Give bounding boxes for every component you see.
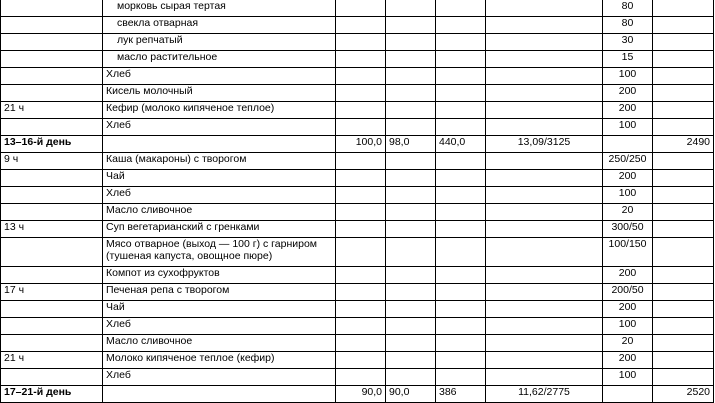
empty-cell	[486, 17, 603, 34]
empty-cell	[653, 119, 714, 136]
empty-cell	[436, 318, 486, 335]
portion-weight: 100	[603, 68, 653, 85]
empty-cell	[336, 187, 386, 204]
meal-row	[1, 34, 714, 51]
total-value: 2490	[653, 136, 714, 153]
empty-cell	[386, 51, 436, 68]
portion-weight: 20	[603, 204, 653, 221]
empty-cell	[386, 102, 436, 119]
empty-cell	[386, 301, 436, 318]
protein-value: 100,0	[336, 136, 386, 153]
meal-row	[1, 153, 714, 170]
meal-row	[1, 369, 714, 386]
empty-cell	[336, 153, 386, 170]
dish-name: Масло сливочное	[103, 335, 336, 352]
dish-name: Чай	[103, 170, 336, 187]
empty-cell	[386, 34, 436, 51]
empty-cell	[436, 369, 486, 386]
empty-cell	[653, 34, 714, 51]
empty-cell	[653, 0, 714, 17]
empty-cell	[386, 170, 436, 187]
empty-cell	[436, 267, 486, 284]
dish-name: Кисель молочный	[103, 85, 336, 102]
energy-value: 11,62/2775	[486, 386, 603, 403]
dish-name: лук репчатый	[103, 34, 336, 51]
empty-cell	[386, 221, 436, 238]
empty-cell	[486, 68, 603, 85]
meal-row	[1, 102, 714, 119]
empty-cell	[436, 204, 486, 221]
meal-time	[1, 170, 103, 187]
meal-time	[1, 335, 103, 352]
empty-cell	[653, 68, 714, 85]
empty-cell	[486, 170, 603, 187]
portion-weight: 200	[603, 267, 653, 284]
meal-row	[1, 335, 714, 352]
empty-cell	[653, 352, 714, 369]
meal-time: 9 ч	[1, 153, 103, 170]
empty-cell	[486, 335, 603, 352]
empty-cell	[436, 85, 486, 102]
empty-cell	[336, 0, 386, 17]
empty-cell	[436, 0, 486, 17]
meal-time	[1, 0, 103, 17]
empty-cell	[336, 119, 386, 136]
meal-row	[1, 17, 714, 34]
carbs-value: 386	[436, 386, 486, 403]
meal-time	[1, 34, 103, 51]
empty-cell	[386, 119, 436, 136]
portion-weight: 200	[603, 102, 653, 119]
empty-cell	[653, 187, 714, 204]
empty-cell	[486, 0, 603, 17]
dish-name: Хлеб	[103, 318, 336, 335]
portion-weight: 100/150	[603, 238, 653, 267]
empty-cell	[486, 221, 603, 238]
meal-row	[1, 301, 714, 318]
empty-cell	[436, 238, 486, 267]
empty-cell	[336, 335, 386, 352]
empty-cell	[486, 284, 603, 301]
empty-cell	[653, 153, 714, 170]
empty-cell	[486, 51, 603, 68]
dish-name: Молоко кипяченое теплое (кефир)	[103, 352, 336, 369]
meal-time	[1, 267, 103, 284]
portion-weight: 200/50	[603, 284, 653, 301]
empty-cell	[486, 153, 603, 170]
empty-cell	[336, 267, 386, 284]
total-value: 2520	[653, 386, 714, 403]
meal-time	[1, 187, 103, 204]
empty-cell	[336, 170, 386, 187]
empty-cell	[436, 170, 486, 187]
empty-cell	[386, 17, 436, 34]
empty-cell	[653, 204, 714, 221]
dish-name: Кефир (молоко кипяченое теплое)	[103, 102, 336, 119]
empty-cell	[653, 51, 714, 68]
meal-time	[1, 51, 103, 68]
meal-row	[1, 85, 714, 102]
empty-cell	[486, 119, 603, 136]
meal-time	[1, 119, 103, 136]
empty-cell	[653, 284, 714, 301]
empty-cell	[336, 238, 386, 267]
dish-name: Хлеб	[103, 369, 336, 386]
portion-weight: 200	[603, 85, 653, 102]
empty-cell	[336, 17, 386, 34]
meal-time: 21 ч	[1, 352, 103, 369]
empty-cell	[436, 187, 486, 204]
portion-weight: 250/250	[603, 153, 653, 170]
day-summary-row	[1, 136, 714, 153]
dish-name: Мясо отварное (выход — 100 г) с гарниром (тушеная капуста, овощное пюре)	[103, 238, 336, 267]
dish-name: Компот из сухофруктов	[103, 267, 336, 284]
meal-time	[1, 301, 103, 318]
meal-time: 13 ч	[1, 221, 103, 238]
empty-cell	[386, 352, 436, 369]
meal-row	[1, 68, 714, 85]
empty-cell	[386, 267, 436, 284]
meal-time: 17 ч	[1, 284, 103, 301]
meal-time: 21 ч	[1, 102, 103, 119]
empty-cell	[486, 369, 603, 386]
empty-cell	[386, 187, 436, 204]
portion-weight: 100	[603, 187, 653, 204]
meal-time	[1, 238, 103, 267]
meal-time	[1, 68, 103, 85]
dish-name: Печеная репа с творогом	[103, 284, 336, 301]
meal-row	[1, 238, 714, 267]
empty-cell	[336, 352, 386, 369]
empty-cell	[436, 68, 486, 85]
protein-value: 90,0	[336, 386, 386, 403]
meal-row	[1, 318, 714, 335]
portion-weight: 200	[603, 170, 653, 187]
empty-cell	[436, 17, 486, 34]
empty-cell	[436, 153, 486, 170]
portion-weight: 80	[603, 17, 653, 34]
empty-cell	[336, 34, 386, 51]
empty-cell	[386, 284, 436, 301]
empty-cell	[486, 267, 603, 284]
dish-name: Масло сливочное	[103, 204, 336, 221]
fat-value: 98,0	[386, 136, 436, 153]
portion-weight: 300/50	[603, 221, 653, 238]
portion-weight: 15	[603, 51, 653, 68]
portion-weight: 100	[603, 119, 653, 136]
meal-row	[1, 284, 714, 301]
empty-cell	[653, 221, 714, 238]
dish-name: Каша (макароны) с творогом	[103, 153, 336, 170]
empty-cell	[436, 221, 486, 238]
empty-cell	[386, 68, 436, 85]
empty-cell	[653, 170, 714, 187]
empty-cell	[436, 119, 486, 136]
meal-time	[1, 17, 103, 34]
portion-weight: 200	[603, 301, 653, 318]
empty-cell	[436, 102, 486, 119]
empty-cell	[486, 34, 603, 51]
empty-cell	[336, 369, 386, 386]
empty-cell	[386, 85, 436, 102]
empty-cell	[653, 318, 714, 335]
empty-cell	[486, 187, 603, 204]
empty-cell	[336, 68, 386, 85]
empty-cell	[603, 136, 653, 153]
empty-cell	[653, 102, 714, 119]
empty-cell	[486, 318, 603, 335]
meal-row	[1, 204, 714, 221]
empty-cell	[386, 318, 436, 335]
empty-cell	[486, 301, 603, 318]
meal-row	[1, 187, 714, 204]
dish-name: Чай	[103, 301, 336, 318]
meal-row	[1, 170, 714, 187]
dish-name: Хлеб	[103, 187, 336, 204]
meal-row	[1, 119, 714, 136]
carbs-value: 440,0	[436, 136, 486, 153]
empty-cell	[386, 0, 436, 17]
meal-time	[1, 369, 103, 386]
dish-name: Хлеб	[103, 68, 336, 85]
empty-cell	[653, 369, 714, 386]
dish-name: Суп вегетарианский с гренками	[103, 221, 336, 238]
empty-cell	[653, 85, 714, 102]
fat-value: 90,0	[386, 386, 436, 403]
empty-cell	[336, 51, 386, 68]
energy-value: 13,09/3125	[486, 136, 603, 153]
portion-weight: 30	[603, 34, 653, 51]
empty-cell	[336, 85, 386, 102]
empty-cell	[386, 238, 436, 267]
dish-name: морковь сырая тертая	[103, 0, 336, 17]
empty-cell	[486, 352, 603, 369]
empty-cell	[486, 238, 603, 267]
portion-weight: 100	[603, 318, 653, 335]
empty-cell	[486, 85, 603, 102]
empty-cell	[653, 17, 714, 34]
day-label: 17–21-й день	[1, 386, 103, 403]
empty-cell	[436, 301, 486, 318]
meal-row	[1, 51, 714, 68]
meal-time	[1, 318, 103, 335]
empty-cell	[436, 335, 486, 352]
empty-cell	[386, 369, 436, 386]
empty-cell	[653, 267, 714, 284]
empty-cell	[336, 301, 386, 318]
day-label: 13–16-й день	[1, 136, 103, 153]
meal-time	[1, 85, 103, 102]
portion-weight: 100	[603, 369, 653, 386]
meal-row	[1, 0, 714, 17]
empty-cell	[436, 51, 486, 68]
empty-cell	[486, 102, 603, 119]
dish-name: Хлеб	[103, 119, 336, 136]
empty-cell	[653, 238, 714, 267]
empty-cell	[386, 153, 436, 170]
table-body	[1, 0, 714, 403]
empty-cell	[336, 102, 386, 119]
meal-time	[1, 204, 103, 221]
empty-cell	[653, 301, 714, 318]
empty-cell	[336, 221, 386, 238]
empty-cell	[386, 335, 436, 352]
empty-cell	[653, 335, 714, 352]
empty-cell	[436, 352, 486, 369]
dish-name: свекла отварная	[103, 17, 336, 34]
dish-name: масло растительное	[103, 51, 336, 68]
empty-cell	[486, 204, 603, 221]
portion-weight: 200	[603, 352, 653, 369]
empty-cell	[336, 284, 386, 301]
empty-cell	[386, 204, 436, 221]
meal-row	[1, 352, 714, 369]
empty-cell	[336, 318, 386, 335]
portion-weight: 80	[603, 0, 653, 17]
empty-cell	[336, 204, 386, 221]
empty-cell	[436, 284, 486, 301]
empty-cell	[103, 136, 336, 153]
portion-weight: 20	[603, 335, 653, 352]
meal-row	[1, 221, 714, 238]
meal-row	[1, 267, 714, 284]
empty-cell	[436, 34, 486, 51]
